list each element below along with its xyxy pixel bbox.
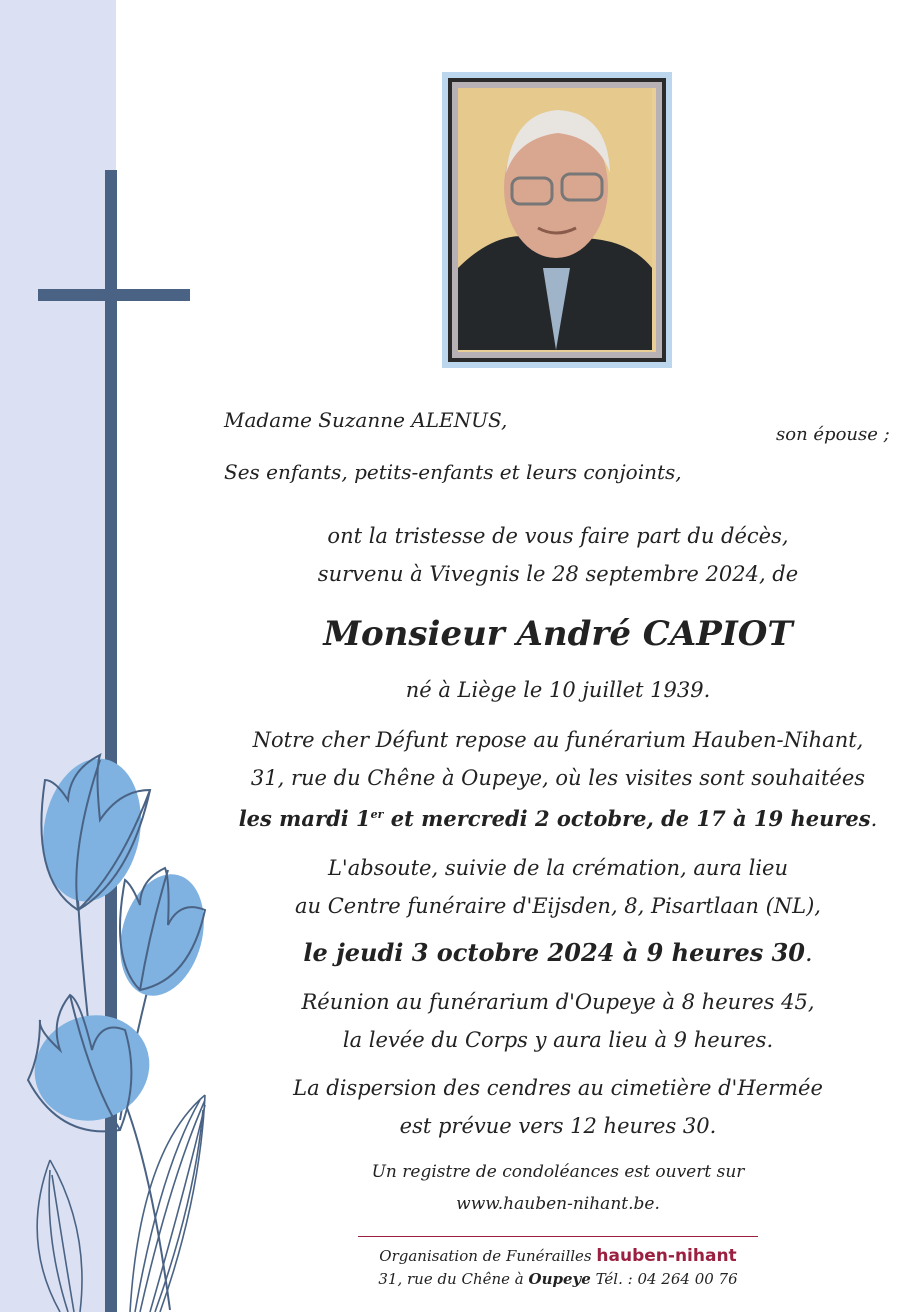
register-line-1: Un registre de condoléances est ouvert sur [371,1162,745,1182]
visitation-line-1: Notre cher Défunt repose au funérarium Hauben-Nihant, [252,728,864,752]
ceremony-line-1: L'absoute, suivie de la crémation, aura lieu [327,856,788,880]
brand-logo: hauben-nihant [596,1246,737,1266]
visitation-line-3: les mardi 1er et mercredi 2 octobre, de 17 à 19 heures. [238,806,878,831]
tulip-icon [32,751,152,910]
tulip-icon [107,865,216,1005]
family-line-children: Ses enfants, petits-enfants et leurs conjoints, [224,460,682,484]
deceased-portrait [458,88,656,352]
family-line-spouse: Madame Suzanne ALENUS, [224,408,508,432]
deceased-photo-frame [442,72,672,368]
announcement-line-1: ont la tristesse de vous faire part du décès, [327,524,789,548]
deceased-birth: né à Liège le 10 juillet 1939. [405,678,711,702]
cross-icon [105,170,117,1312]
ceremony-line-3: le jeudi 3 octobre 2024 à 9 heures 30. [303,938,813,967]
meeting-line-1: Réunion au funérarium d'Oupeye à 8 heures 45, [301,990,815,1014]
footer-organisation: Organisation de Funérailles hauben-nihant [379,1246,737,1266]
register-url: www.hauben-nihant.be. [456,1194,660,1214]
footer-divider [358,1236,758,1237]
tulip-icon [20,995,165,1137]
visitation-line-2: 31, rue du Chêne à Oupeye, où les visites sont souhaitées [250,766,866,790]
footer-address: 31, rue du Chêne à Oupeye Tél. : 04 264 00 76 [378,1270,738,1288]
deceased-name: Monsieur André CAPIOT [323,614,793,654]
dispersion-line-2: est prévue vers 12 heures 30. [399,1114,717,1138]
announcement-line-2: survenu à Vivegnis le 28 septembre 2024, de [317,562,799,586]
meeting-line-2: la levée du Corps y aura lieu à 9 heures. [342,1028,774,1052]
dispersion-line-1: La dispersion des cendres au cimetière d'Hermée [293,1076,823,1100]
ceremony-line-2: au Centre funéraire d'Eijsden, 8, Pisartlaan (NL), [295,894,821,918]
family-line-spouse-role: son épouse ; [776,424,890,445]
